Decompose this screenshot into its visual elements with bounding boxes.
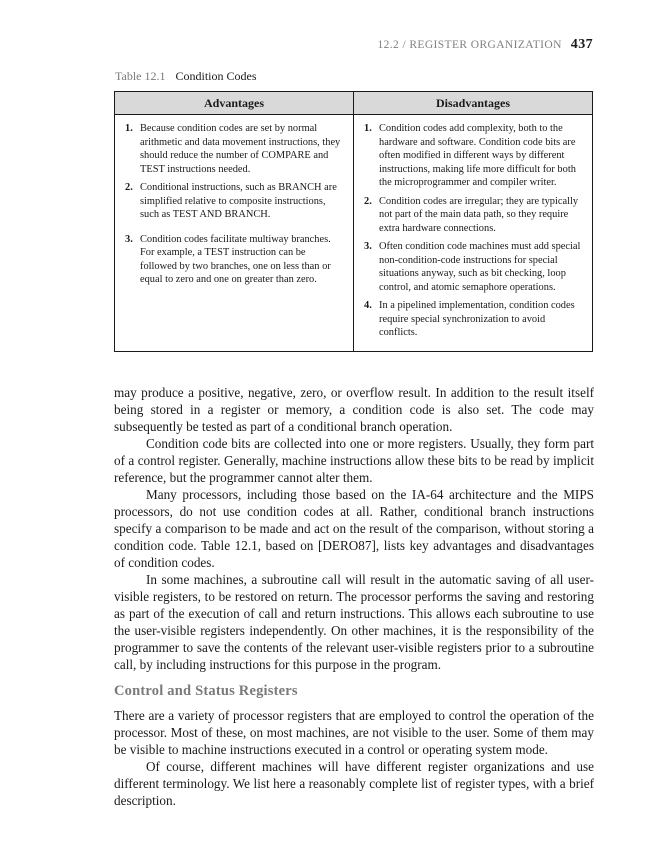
disadvantage-item — [364, 240, 582, 294]
disadvantage-item — [364, 299, 582, 340]
table-caption-title: Condition Codes — [175, 69, 257, 83]
item-text: Condition codes are irregular; they are typically not part of the main data path, so they require extra hardware connections. — [379, 195, 579, 234]
item-text: Condition codes facilitate multiway branches. For example, a TEST instruction can be followed by two branches, one on less than or equal to zero and one on greater than zero. — [140, 233, 331, 285]
advantages-cell — [115, 115, 354, 352]
page-number: 437 — [570, 37, 593, 52]
paragraph: In some machines, a subroutine call will result in the automatic saving of all user-visible registers, to be restored on return. The processor performs the saving and restoring as part of the execution of call and return instructions. This allows each subroutine to use the user-visible registers independently. On other machines, it is the responsibility of the programmer to save the contents of the relevant user-visible registers prior to a subroutine call, by including instructions for this purpose in the program. — [114, 572, 594, 672]
advantage-item — [125, 181, 343, 222]
item-number: 2. — [125, 182, 133, 193]
advantage-item — [125, 233, 343, 287]
table-caption — [115, 69, 257, 84]
item-text: In a pipelined implementation, condition codes require special synchronization to avoid conflicts. — [379, 300, 575, 338]
disadvantages-list — [364, 122, 582, 340]
paragraph: Many processors, including those based on the IA-64 architecture and the MIPS processors, do not use condition codes at all. Rather, conditional branch instructions specify a comparison to be made and act on the result of the comparison, without storing a condition code. Table 12.1, based on [DERO87], lists key advantages and disadvantages of condition codes. — [114, 487, 594, 570]
paragraph: Condition code bits are collected into one or more registers. Usually, they form part of a control register. Generally, machine instructions allow these bits to be read by implicit reference, but the programmer cannot alter them. — [114, 436, 594, 485]
item-number: 1. — [364, 123, 372, 134]
table-caption-number: Table 12.1 — [115, 69, 166, 83]
body-text — [114, 384, 594, 809]
running-head-title: 12.2 / REGISTER ORGANIZATION — [377, 39, 562, 51]
disadvantages-cell — [354, 115, 593, 352]
disadvantage-item — [364, 122, 582, 190]
running-head — [377, 37, 593, 53]
paragraph: Of course, different machines will have different register organizations and use different terminology. We list here a reasonably complete list of register types, with a brief description. — [114, 759, 594, 808]
paragraph: may produce a positive, negative, zero, or overflow result. In addition to the result itself being stored in a register or memory, a condition code is also set. The code may subsequently be tested as part of a conditional branch operation. — [114, 385, 594, 434]
disadvantage-item — [364, 195, 582, 236]
item-number: 1. — [125, 123, 133, 134]
item-text: Often condition code machines must add special non-condition-code instructions for special situations anyway, such as bit checking, loop control, and atomic semaphore operations. — [379, 241, 581, 293]
table-header-row — [115, 92, 593, 115]
column-header-advantages: Advantages — [115, 92, 354, 115]
paragraph: There are a variety of processor registers that are employed to control the operation of the processor. Most of these, on most machines, are not visible to the user. Some of them may be visible to machine instructions executed in a control or operating system mode. — [114, 708, 594, 757]
item-text: Condition codes add complexity, both to the hardware and software. Condition code bits are often modified in different ways by different instructions, making life more difficult for both the microprogrammer and compiler writer. — [379, 123, 576, 188]
condition-codes-table — [114, 91, 593, 352]
table-body-row — [115, 115, 593, 352]
item-text: Because condition codes are set by normal arithmetic and data movement instructions, they should reduce the number of COMPARE and TEST instructions needed. — [140, 123, 341, 175]
item-number: 3. — [125, 233, 133, 245]
item-number: 3. — [364, 241, 372, 252]
item-number: 4. — [364, 300, 372, 311]
advantage-item — [125, 122, 343, 176]
column-header-disadvantages: Disadvantages — [354, 92, 593, 115]
advantages-list — [125, 122, 343, 287]
item-number: 2. — [364, 195, 372, 207]
item-text: Conditional instructions, such as BRANCH are simplified relative to composite instructions, such as TEST AND BRANCH. — [140, 182, 337, 220]
section-heading: Control and Status Registers — [114, 683, 298, 699]
